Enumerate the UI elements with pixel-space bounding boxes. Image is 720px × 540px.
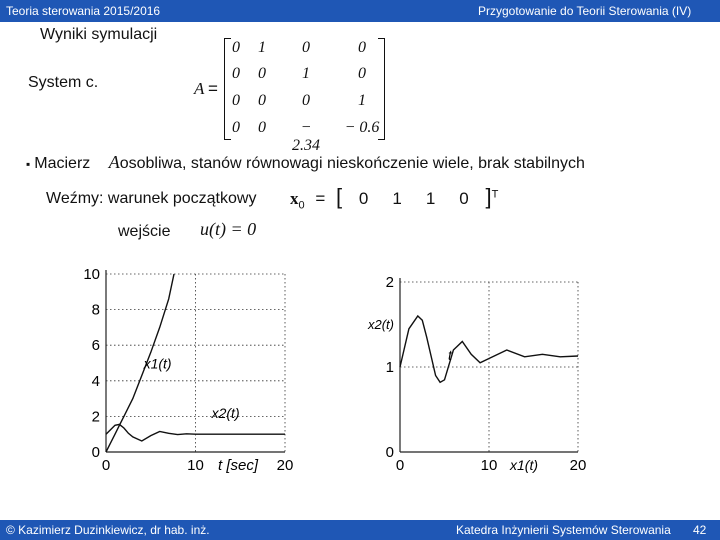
matrix-cell: 0 <box>232 39 240 56</box>
matrix-cell: 0 <box>358 39 366 56</box>
matrix-cell: 0 <box>258 119 266 136</box>
matrix-cell: 1 <box>258 39 266 56</box>
y-tick-label: 2 <box>91 408 100 426</box>
chart-phase-portrait <box>360 268 600 478</box>
bullet-text: osobliwa, stanów równowagi nieskończenie wiele, brak stabilnych <box>119 155 585 172</box>
matrix-cell: 0 <box>232 119 240 136</box>
bullet-line <box>26 152 585 173</box>
x0-equals: = <box>315 189 326 208</box>
input-label: wejście <box>118 223 171 240</box>
y-tick-label: 6 <box>91 337 100 355</box>
chart-states-vs-time <box>60 258 310 478</box>
x0-value: 1 <box>392 189 402 208</box>
y-tick-label: 2 <box>385 274 394 291</box>
x-tick-label: 20 <box>276 457 294 474</box>
y-tick-label: 10 <box>83 266 100 283</box>
footer-center-text: Katedra Inżynierii Systemów Sterowania <box>456 523 671 537</box>
x0-value: 0 <box>459 189 469 208</box>
series-label-x1: x1(t) <box>143 355 172 372</box>
x-tick-label: 10 <box>480 457 498 474</box>
y-tick-label: 4 <box>91 372 100 390</box>
bullet-mark: ▪ <box>26 157 31 171</box>
x0-subscript: 0 <box>298 199 305 212</box>
x-axis-label: t [sec] <box>218 457 259 474</box>
bullet-matrix-symbol: A <box>108 152 120 172</box>
initial-condition-label: Weźmy: warunek początkowy <box>46 190 257 207</box>
matrix-equals: = <box>208 79 218 98</box>
x-tick-label: 20 <box>569 457 587 474</box>
page-number: 42 <box>693 523 707 537</box>
series-line-1 <box>400 316 578 382</box>
matrix-cell: 0 <box>232 92 240 109</box>
bullet-prefix: Macierz <box>34 155 91 172</box>
matrix-cell: 0 <box>302 92 310 109</box>
matrix-cell: − 2.34 <box>292 119 320 154</box>
initial-condition-vector: $x_0$ = [ 0 1 1 0 ]$^T$ <box>290 184 499 212</box>
header-bar <box>0 0 720 22</box>
input-expression: u(t) = 0 <box>200 219 257 239</box>
matrix-cell: 0 <box>258 65 266 82</box>
y-axis-label: x2(t) <box>368 316 394 332</box>
matrix-cell: 1 <box>358 92 366 109</box>
x0-value: 1 <box>425 189 436 208</box>
matrix-name: A <box>194 79 205 98</box>
matrix-cell: 0 <box>358 65 366 82</box>
matrix-cell: − 0.6 <box>344 119 380 136</box>
section-title: Wyniki symulacji <box>40 26 158 43</box>
footer-left-text: © Kazimierz Duzinkiewicz, dr hab. inż. <box>6 523 210 537</box>
y-tick-label: 0 <box>385 444 394 461</box>
x0-transpose: T <box>491 188 499 201</box>
header-left-text: Teoria sterowania 2015/2016 <box>6 4 161 18</box>
x-tick-label: 0 <box>101 457 111 474</box>
y-tick-label: 8 <box>91 301 100 319</box>
series-label-x2: x2(t) <box>211 405 240 422</box>
x0-symbol: x <box>290 189 299 208</box>
system-label: System c. <box>28 74 99 91</box>
matrix-cell: 1 <box>302 65 310 82</box>
x-axis-label: x1(t) <box>510 457 538 473</box>
y-tick-label: 1 <box>385 359 394 376</box>
y-tick-label: 0 <box>91 444 100 461</box>
matrix-cell: 0 <box>232 65 240 82</box>
matrix-cell: 0 <box>258 92 266 109</box>
x0-value: 0 <box>358 189 369 208</box>
trajectory-annotation: t <box>448 347 452 364</box>
x-tick-label: 10 <box>187 457 204 474</box>
matrix-cell: 0 <box>302 39 310 56</box>
footer-bar <box>0 520 720 540</box>
header-right-text: Przygotowanie do Teorii Sterowania (IV) <box>478 4 692 18</box>
x0-values <box>347 189 481 208</box>
x-tick-label: 0 <box>395 457 405 474</box>
